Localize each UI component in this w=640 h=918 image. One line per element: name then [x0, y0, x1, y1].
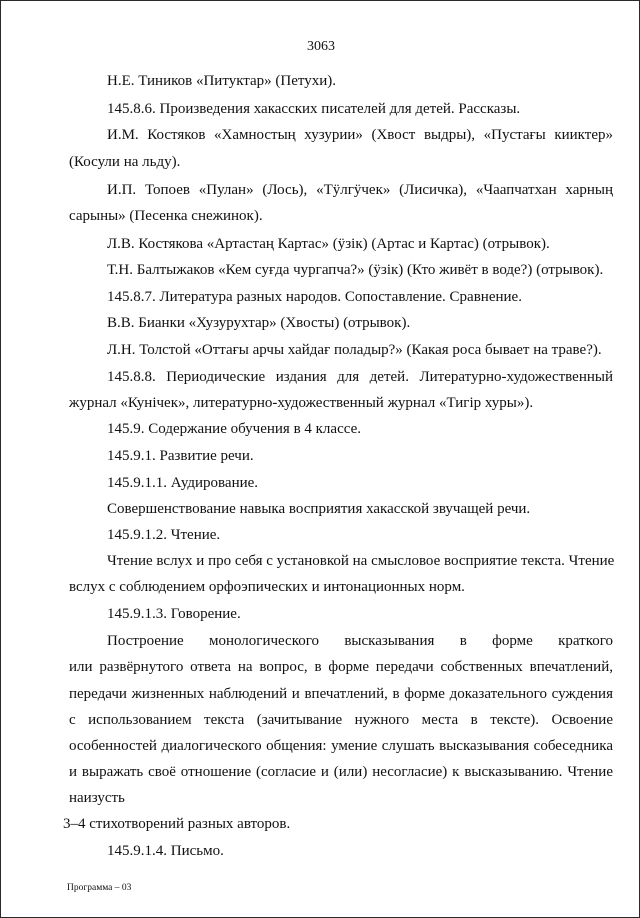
section-heading: 145.9.1.4. Письмо. [107, 843, 224, 859]
footer-label: Программа – 03 [67, 883, 132, 893]
text-line: Л.В. Костякова «Артастаң Картас» (ӱзік) (Артас и Картас) (отрывок). [107, 236, 550, 252]
text-line: передачи жизненных наблюдений и впечатлений, в форме доказательного суждения [69, 686, 613, 702]
text-line: и выражать своё отношение (согласие и (или) несогласие) к высказыванию. Чтение [69, 764, 613, 780]
text-line: Совершенствование навыка восприятия хакасской звучащей речи. [107, 501, 531, 517]
page-number: 3063 [307, 39, 335, 54]
text-line: вслух с соблюдением орфоэпических и интонационных норм. [69, 579, 465, 595]
section-heading: 145.9.1.1. Аудирование. [107, 475, 259, 491]
text-line: особенностей диалогического общения: умение слушать высказывания собеседника [69, 738, 613, 754]
text-line: (Косули на льду). [69, 154, 181, 170]
text-line: И.М. Костяков «Хамностың хузурии» (Хвост выдры), «Пустағы кииктер» [107, 127, 613, 143]
section-heading: 145.9.1. Развитие речи. [107, 448, 254, 464]
section-heading: 145.9. Содержание обучения в 4 классе. [107, 421, 361, 437]
text-line: Н.Е. Тиников «Питуктар» (Петухи). [107, 73, 337, 89]
text-line: Чтение вслух и про себя с установкой на смысловое восприятие текста. Чтение [107, 553, 615, 569]
text-line: журнал «Кунічек», литературно-художественный журнал «Тигір хуры»). [69, 395, 534, 411]
text-line: с использованием текста (зачитывание нужного места в тексте). Освоение [69, 712, 613, 728]
text-line: Т.Н. Балтыжаков «Кем суғда чургапча?» (ӱзік) (Кто живёт в воде?) (отрывок). [107, 262, 604, 278]
text-line: И.П. Топоев «Пулан» (Лось), «Тӱлгӱчек» (Лисичка), «Чаапчатхан харның [107, 182, 613, 198]
section-heading: 145.9.1.2. Чтение. [107, 527, 221, 543]
text-line: наизусть [69, 790, 125, 806]
section-heading: 145.8.7. Литература разных народов. Сопоставление. Сравнение. [107, 289, 522, 305]
text-line: Л.Н. Толстой «Оттағы арчы хайдағ поладыр?» (Какая роса бывает на траве?). [107, 342, 602, 358]
section-heading: 145.8.8. Периодические издания для детей. Литературно-художественный [107, 369, 613, 385]
text-line: 3–4 стихотворений разных авторов. [63, 816, 291, 832]
section-heading: 145.8.6. Произведения хакасских писателей для детей. Рассказы. [107, 101, 521, 117]
text-line: Построение монологического высказывания в форме краткого [107, 633, 613, 649]
text-line: или развёрнутого ответа на вопрос, в форме передачи собственных впечатлений, [69, 659, 613, 675]
section-heading: 145.9.1.3. Говорение. [107, 606, 241, 622]
text-line: сарыны» (Песенка снежинок). [69, 208, 263, 224]
text-line: В.В. Бианки «Хузурухтар» (Хвосты) (отрывок). [107, 315, 411, 331]
